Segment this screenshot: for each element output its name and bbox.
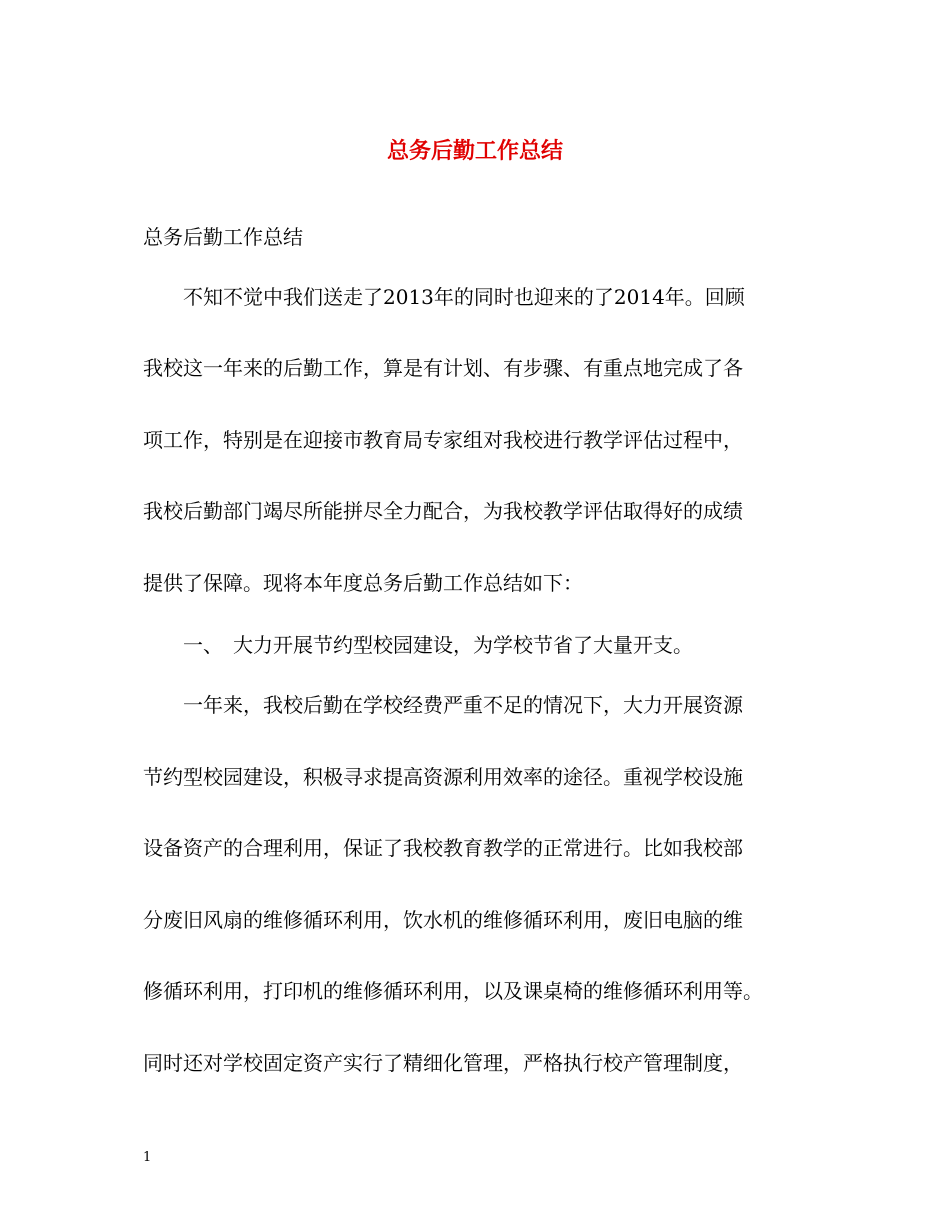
text-line: 项工作，特别是在迎接市教育局专家组对我校进行教学评估过程中， — [143, 428, 743, 452]
text-line: 分废旧风扇的维修循环利用，饮水机的维修循环利用，废旧电脑的维 — [143, 908, 743, 932]
text-line: 节约型校园建设，积极寻求提高资源利用效率的途径。重视学校设施 — [143, 765, 743, 789]
text-line: 提供了保障。现将本年度总务后勤工作总结如下： — [143, 571, 583, 595]
text-line: 修循环利用，打印机的维修循环利用，以及课桌椅的维修循环利用等。 — [143, 979, 763, 1003]
text-line: 一年来，我校后勤在学校经费严重不足的情况下，大力开展资源 — [143, 693, 743, 717]
text-line: 不知不觉中我们送走了2013年的同时也迎来的了2014年。回顾 — [143, 285, 745, 309]
document-title: 总务后勤工作总结 — [386, 138, 563, 164]
text-line: 设备资产的合理利用，保证了我校教育教学的正常进行。比如我校部 — [143, 836, 743, 860]
text-line: 我校这一年来的后勤工作，算是有计划、有步骤、有重点地完成了各 — [143, 356, 743, 380]
text-line: 同时还对学校固定资产实行了精细化管理，严格执行校产管理制度， — [143, 1051, 743, 1075]
text-line: 我校后勤部门竭尽所能拼尽全力配合，为我校教学评估取得好的成绩 — [143, 499, 743, 523]
text-line: 总务后勤工作总结 — [143, 225, 303, 249]
section-heading: 一、 大力开展节约型校园建设，为学校节省了大量开支。 — [143, 633, 693, 657]
page-number: 1 — [143, 1150, 152, 1165]
